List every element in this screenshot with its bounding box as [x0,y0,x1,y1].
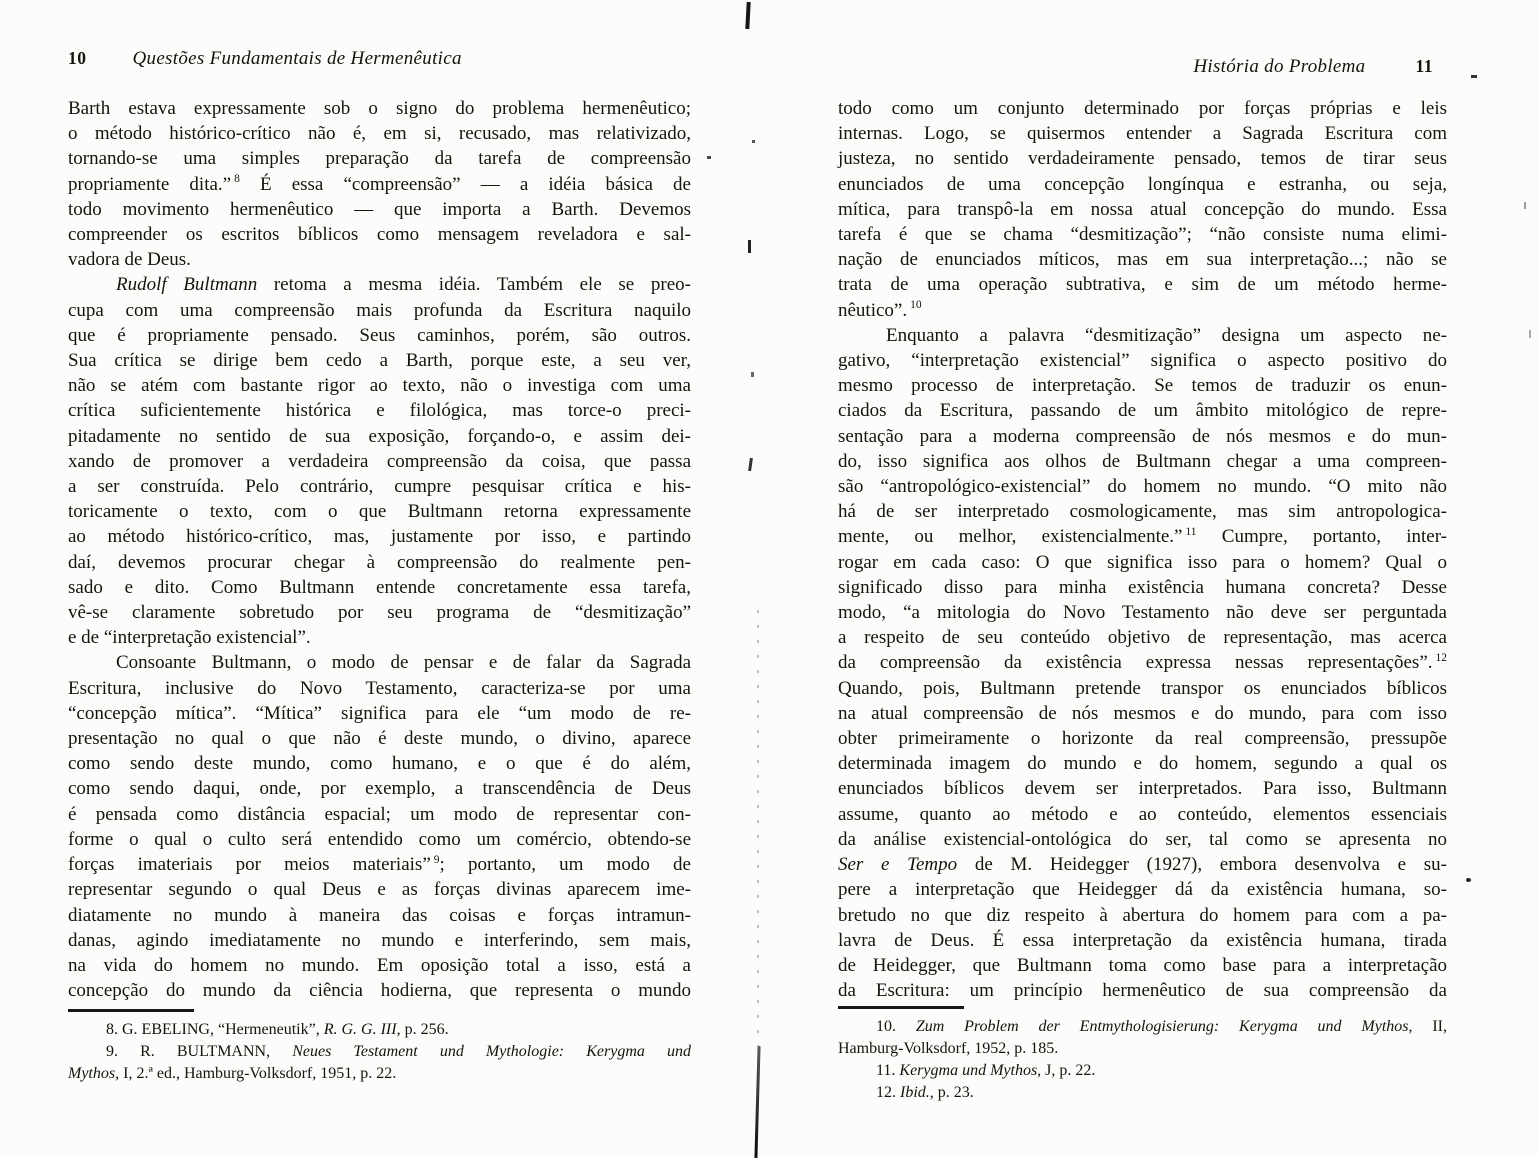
text-line: danas, agindo imediatamente no mundo e interferindo, sem mais, [68,929,691,951]
text-line: representar segundo o qual Deus e as forças divinas aparecem ime- [68,879,691,901]
right-page [838,0,1447,1156]
text-line: justeza, no sentido verdadeiramente pensado, temos de tirar seus [838,148,1447,170]
footnote-line: 8. G. EBELING, “Hermeneutik”, R. G. G. III, p. 256. [106,1021,449,1038]
right-running-title: História do Problema [1193,56,1366,77]
text-line: o método histórico-crítico não é, em si, recusado, mas relativizado, [68,123,691,145]
text-line: Rudolf Bultmann retoma a mesma idéia. Também ele se preo- [116,274,691,296]
text-line: trata de uma operação subtrativa, e sim de um método herme- [838,274,1447,296]
gutter-speck [707,156,711,159]
gutter-ink-mark [748,458,753,471]
footnote-line: Mythos, I, 2.ª ed., Hamburg-Volksdorf, 1951, p. 22. [68,1065,397,1082]
margin-dot [1466,878,1471,882]
text-line: é pensada como distância espacial; um modo de representar con- [68,803,691,825]
text-line: compreender os escritos bíblicos como mensagem reveladora e sal- [68,224,691,246]
text-line: como sendo deste mundo, como humano, e o que é do além, [68,753,691,775]
text-line: obter primeiramente o horizonte da real compreensão, pressupõe [838,728,1447,750]
margin-speck [1524,202,1526,209]
text-line: nêutico”. $^{10}$ [838,299,922,321]
text-line: da Escritura: um princípio hermenêutico de sua compreensão da [838,980,1447,1002]
gutter-fold-dotted-line [757,610,759,1046]
text-line: concepção do mundo da ciência hodierna, que representa o mundo [68,980,691,1002]
text-line: mesmo processo de interpretação. Se temos de traduzir os enun- [838,375,1447,397]
text-line: determinada imagem do mundo e do homem, segundo a qual os [838,753,1447,775]
text-line: da compreensão da existência expressa nessas representações”. $^{12}$ [838,652,1447,674]
text-line: não se atém com bastante rigor ao texto, não o investiga com uma [68,375,691,397]
left-page-body [68,96,691,1003]
gutter-fold-dark-line [754,1046,760,1158]
text-line: a respeito de seu conteúdo objetivo de representação, mas acerca [838,627,1447,649]
text-line: Sua crítica se dirige bem cedo a Barth, porque este, a seu ver, [68,350,691,372]
text-line: assume, quanto ao método e ao conteúdo, elementos essenciais [838,803,1447,825]
text-line: “concepção mítica”. “Mítica” significa para ele “um modo de re- [68,702,691,724]
text-line: internas. Logo, se quisermos entender a Sagrada Escritura com [838,123,1447,145]
text-line: crítica suficientemente histórica e filológica, mas torce-o preci- [68,400,691,422]
footnote-line: 12. Ibid., p. 23. [876,1084,974,1101]
text-line: a ser construída. Pelo contrário, cumpre pesquisar crítica e his- [68,476,691,498]
text-line: vê-se claramente sobretudo por seu programa de “desmitização” [68,602,691,624]
left-page-header [68,48,691,70]
text-line: lavra de Deus. É essa interpretação da existência humana, tirada [838,929,1447,951]
text-line: presentação no qual o que não é deste mundo, o divino, aparece [68,728,691,750]
margin-speck [1471,75,1477,78]
text-line: que é propriamente pensado. Seus caminhos, porém, são outros. [68,324,691,346]
text-line: todo como um conjunto determinado por forças próprias e leis [838,98,1447,119]
text-line: na atual compreensão de nós mesmos e do mundo, para com isso [838,702,1447,724]
left-page-footnotes [68,1019,691,1085]
text-line: tornando-se uma simples preparação da tarefa de compreensão [68,148,691,170]
footnote-line: 10. Zum Problem der Entmythologisierung: Kerygma und Mythos, II, [876,1018,1447,1035]
left-running-title: Questões Fundamentais de Hermenêutica [132,48,462,69]
text-line: pitadamente no sentido de sua exposição, forçando-o, e assim dei- [68,425,691,447]
text-line: rogar em cada caso: O que significa isso para o homem? Qual o [838,551,1447,573]
gutter-ink-mark [748,240,751,253]
text-line: propriamente dita.” $^8$ É essa “compreensão” — a idéia básica de [68,173,691,195]
text-line: como sendo daqui, onde, por exemplo, a transcendência de Deus [68,778,691,800]
text-line: bretudo no que diz respeito à abertura do homem para com a pa- [838,904,1447,926]
text-line: sentação para a moderna compreensão de nós mesmos e do mun- [838,425,1447,447]
right-page-header [838,56,1447,78]
text-line: xando de promover a verdadeira compreensão da coisa, que passa [68,450,691,472]
left-footnote-rule [68,1009,194,1012]
text-line: gativo, “interpretação existencial” significa o aspecto positivo do [838,350,1447,372]
footnote-line: 11. Kerygma und Mythos, J, p. 22. [876,1062,1096,1079]
text-line: Barth estava expressamente sob o signo do problema hermenêutico; [68,98,691,119]
text-line: todo movimento hermenêutico — que importa a Barth. Devemos [68,198,691,220]
text-line: de Heidegger, que Bultmann toma como base para a interpretação [838,954,1447,976]
text-line: forme o qual o culto será entendido como um comércio, obtendo-se [68,828,691,850]
text-line: tarefa é que se chama “desmitização”; “não consiste numa elimi- [838,224,1447,246]
right-footnote-rule [838,1006,964,1009]
footnote-line: Hamburg-Volksdorf, 1952, p. 185. [838,1040,1059,1057]
text-line: mente, ou melhor, existencialmente.” $^{11}$ Cumpre, portanto, inter- [838,526,1447,548]
text-line: e de “interpretação existencial”. [68,627,311,649]
right-page-body [838,96,1447,1003]
gutter-ink-mark [745,2,750,29]
text-line: Consoante Bultmann, o modo de pensar e de falar da Sagrada [116,652,691,674]
text-line: ao método histórico-crítico, mas, justamente por isso, e partindo [68,526,691,548]
gutter-speck [752,140,755,143]
text-line: Enquanto a palavra “desmitização” designa um aspecto ne- [886,324,1447,346]
text-line: daí, devemos procurar chegar à compreensão do realmente pen- [68,551,691,573]
text-line: Quando, pois, Bultmann pretende transpor os enunciados bíblicos [838,677,1447,699]
text-line: nação de enunciados míticos, mas em sua interpretação...; não se [838,249,1447,271]
text-line: significado disso para minha existência humana concreta? Desse [838,576,1447,598]
text-line: da análise existencial-ontológica do ser, tal como se apresenta no [838,828,1447,850]
text-line: são “antropológico-existencial” do homem no mundo. “O mito não [838,476,1447,498]
text-line: toricamente o texto, com o que Bultmann retorna expressamente [68,501,691,523]
text-line: pere a interpretação que Heidegger dá da existência humana, so- [838,879,1447,901]
text-line: do, isso significa aos olhos de Bultmann chegar a uma compreen- [838,450,1447,472]
text-line: mítica, para transpô-la em nossa atual concepção do mundo. Essa [838,198,1447,220]
text-line: cupa com uma compreensão mais profunda da Escritura naquilo [68,299,691,321]
gutter-speck [751,372,754,377]
text-line: modo, “a mitologia do Novo Testamento não deve ser perguntada [838,602,1447,624]
text-line: ciados da Escritura, passando de um âmbito mitológico de repre- [838,400,1447,422]
text-line: sado e dito. Como Bultmann entende concretamente essa tarefa, [68,576,691,598]
right-page-number: 11 [1415,56,1433,76]
text-line: forças imateriais por meios materiais” $^9$; portanto, um modo de [68,853,691,876]
footnote-line: 9. R. BULTMANN, Neues Testament und Mythologie: Kerygma und [106,1043,691,1060]
left-page [68,0,691,1156]
text-line: diatamente no mundo à maneira das coisas e forças intramun- [68,904,691,926]
text-line: enunciados bíblicos devem ser interpretados. Para isso, Bultmann [838,778,1447,800]
text-line: há de ser interpretado cosmologicamente, mas sim antropologica- [838,501,1447,523]
right-page-footnotes [838,1016,1447,1104]
text-line: Ser e Tempo de M. Heidegger (1927), embora desenvolva e su- [838,854,1447,876]
text-line: enunciados de uma concepção longínqua e estranha, ou seja, [838,173,1447,195]
text-line: na vida do homem no mundo. Em oposição total a isso, está a [68,954,691,976]
left-page-number: 10 [68,48,87,68]
text-line: vadora de Deus. [68,249,191,271]
text-line: Escritura, inclusive do Novo Testamento, caracteriza-se por uma [68,677,691,699]
margin-speck [1529,330,1531,338]
